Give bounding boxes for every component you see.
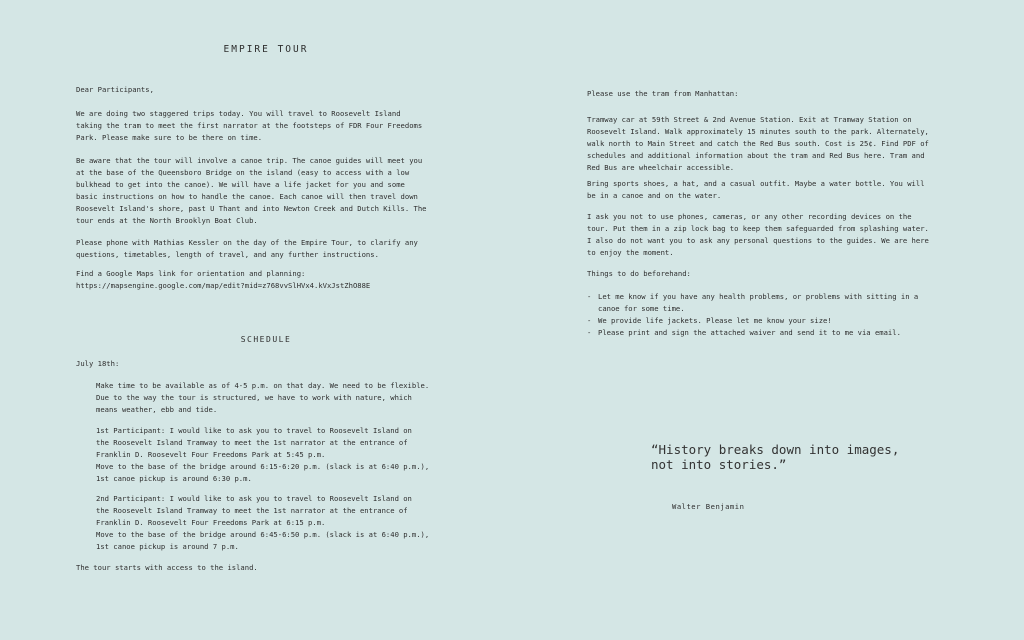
todo-list [587,291,957,339]
todo-title: Things to do beforehand: [587,269,691,278]
tram-paragraph: Tramway car at 59th Street & 2nd Avenue Station. Exit at Tramway Station on Roosevelt Island. Walk approximately 15 minutes south to the park. Alternately, walk north to Main Street and catch the Red Bus south. Cost is 25¢. Find PDF of schedules and additional information about the tram and Red Bus here. Tram and Red Bus are wheelchair accessible. [587,115,929,172]
schedule-heading: SCHEDULE [240,335,292,344]
left-column [76,0,476,640]
first-participant-paragraph: 1st Participant: I would like to ask you to travel to Roosevelt Island on the Roosevelt Island Tramway to meet the 1st narrator at the entrance of Franklin D. Roosevelt Four Freedoms Park at 5:45 p.m. Move to the base of the bridge around 6:15-6:20 p.m. (slack is at 6:40 p.m.), 1st canoe pickup is around 6:30 p.m. [96,426,430,483]
maps-paragraph: Find a Google Maps link for orientation and planning: https://mapsengine.google.com/map/edit?mid=z768vvSlHVx4.kVxJstZhO88E [76,268,476,292]
canoe-paragraph: Be aware that the tour will involve a canoe trip. The canoe guides will meet you at the base of the Queensboro Bridge on the island (easy to access with a low bulkhead to get into the canoe). We will have a life jacket for you and some basic instructions on how to handle the canoe. Each canoe will then travel down Roosevelt Island's shore, past U Thant and into Newton Creek and Dutch Kills. The tour ends at the North Brooklyn Boat Club. [76,156,427,225]
tram-intro: Please use the tram from Manhattan: [587,89,739,98]
page-title: EMPIRE TOUR [223,44,309,55]
right-column [587,0,957,640]
devices-paragraph: I ask you not to use phones, cameras, or any other recording devices on the tour. Put them in a zip lock bag to keep them safeguarded from splashing water. I also do not want you to ask any personal questions to the guides. We are here to enjoy the moment. [587,212,929,257]
quote: “History breaks down into images, not into stories.” [651,442,900,472]
list-item: - Let me know if you have any health problems, or problems with sitting in a canoe for some time. [587,291,957,315]
closing-line: The tour starts with access to the island. [76,563,258,572]
second-participant-paragraph: 2nd Participant: I would like to ask you to travel to Roosevelt Island on the Roosevelt Island Tramway to meet the 1st narrator at the entrance of Franklin D. Roosevelt Four Freedoms Park at 6:15 p.m. Move to the base of the bridge around 6:45-6:50 p.m. (slack is at 6:40 p.m.), 1st canoe pickup is around 7 p.m. [96,494,430,551]
quote-author: Walter Benjamin [672,502,745,511]
bring-paragraph: Bring sports shoes, a hat, and a casual outfit. Maybe a water bottle. You will be in a canoe and on the water. [587,179,925,200]
list-item: - We provide life jackets. Please let me know your size! [587,315,957,327]
schedule-date: July 18th: [76,359,120,368]
phone-paragraph: Please phone with Mathias Kessler on the day of the Empire Tour, to clarify any questions, timetables, length of travel, and any further instructions. [76,238,418,259]
maps-link[interactable]: https://mapsengine.google.com/map/edit?mid=z768vvSlHVx4.kVxJstZhO88E [76,281,371,290]
list-item: - Please print and sign the attached waiver and send it to me via email. [587,327,957,339]
greeting: Dear Participants, [76,85,154,94]
availability-paragraph: Make time to be available as of 4-5 p.m. on that day. We need to be flexible. Due to the way the tour is structured, we have to work with nature, which means weather, ebb and tide. [96,381,430,414]
intro-paragraph: We are doing two staggered trips today. You will travel to Roosevelt Island taking the tram to meet the first narrator at the footsteps of FDR Four Freedoms Park. Please make sure to be there on time. [76,109,423,142]
